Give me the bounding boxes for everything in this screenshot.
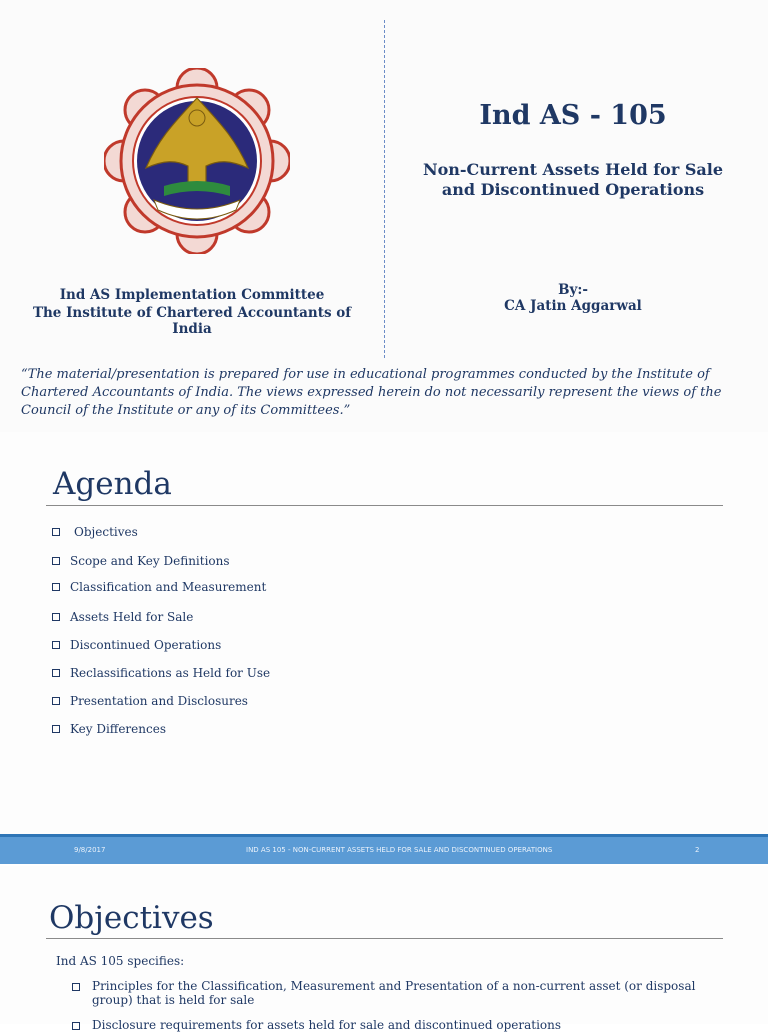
objectives-slide xyxy=(0,866,768,1032)
objectives-intro: Ind AS 105 specifies: xyxy=(56,954,185,968)
list-item: Principles for the Classification, Measurement and Presentation of a non-current asset (or disposal group) that is held for sale xyxy=(72,979,712,1007)
square-bullet-icon xyxy=(52,583,60,591)
cover-slide xyxy=(0,0,768,432)
cover-title: Ind AS - 105 xyxy=(479,100,667,131)
cover-subtitle-2: and Discontinued Operations xyxy=(441,180,705,199)
slide-footer xyxy=(0,834,768,864)
agenda-slide xyxy=(0,432,768,864)
square-bullet-icon xyxy=(52,557,60,565)
cover-disclaimer: “The material/presentation is prepared for use in educational programmes conducted by the Institute of Chartered Accountants of India. The views expressed herein do not necessarily represent the views of the Council of the Institute or any of its Committees.” xyxy=(21,367,722,418)
square-bullet-icon xyxy=(72,1022,80,1030)
square-bullet-icon xyxy=(72,983,80,991)
square-bullet-icon xyxy=(52,697,60,705)
list-item: Presentation and Disclosures xyxy=(52,694,248,708)
cover-divider xyxy=(384,20,385,358)
list-item: Classification and Measurement xyxy=(52,580,266,594)
square-bullet-icon xyxy=(52,669,60,677)
list-item: Assets Held for Sale xyxy=(52,610,193,624)
objectives-heading-rule xyxy=(46,938,723,939)
agenda-heading: Agenda xyxy=(53,466,172,502)
footer-page-number: 2 xyxy=(695,846,700,854)
square-bullet-icon xyxy=(52,725,60,733)
objectives-heading: Objectives xyxy=(49,900,214,936)
square-bullet-icon xyxy=(52,641,60,649)
org-institute: The Institute of Chartered Accountants of India xyxy=(32,305,352,337)
cover-by-label: By:- xyxy=(558,282,588,298)
footer-date: 9/8/2017 xyxy=(74,846,106,854)
list-item: Discontinued Operations xyxy=(52,638,221,652)
cover-subtitle-1: Non-Current Assets Held for Sale xyxy=(422,160,723,179)
list-item: Key Differences xyxy=(52,722,166,736)
org-committee: Ind AS Implementation Committee xyxy=(59,287,325,303)
square-bullet-icon xyxy=(52,528,60,536)
list-item: Scope and Key Definitions xyxy=(52,554,230,568)
footer-title: IND AS 105 - NON-CURRENT ASSETS HELD FOR SALE AND DISCONTINUED OPERATIONS xyxy=(246,846,553,854)
square-bullet-icon xyxy=(52,613,60,621)
list-item: Disclosure requirements for assets held for sale and discontinued operations xyxy=(72,1018,712,1032)
list-item: Objectives xyxy=(52,525,138,539)
cover-author: CA Jatin Aggarwal xyxy=(504,298,642,314)
agenda-heading-rule xyxy=(46,505,723,506)
icai-logo xyxy=(104,68,290,254)
list-item: Reclassifications as Held for Use xyxy=(52,666,270,680)
